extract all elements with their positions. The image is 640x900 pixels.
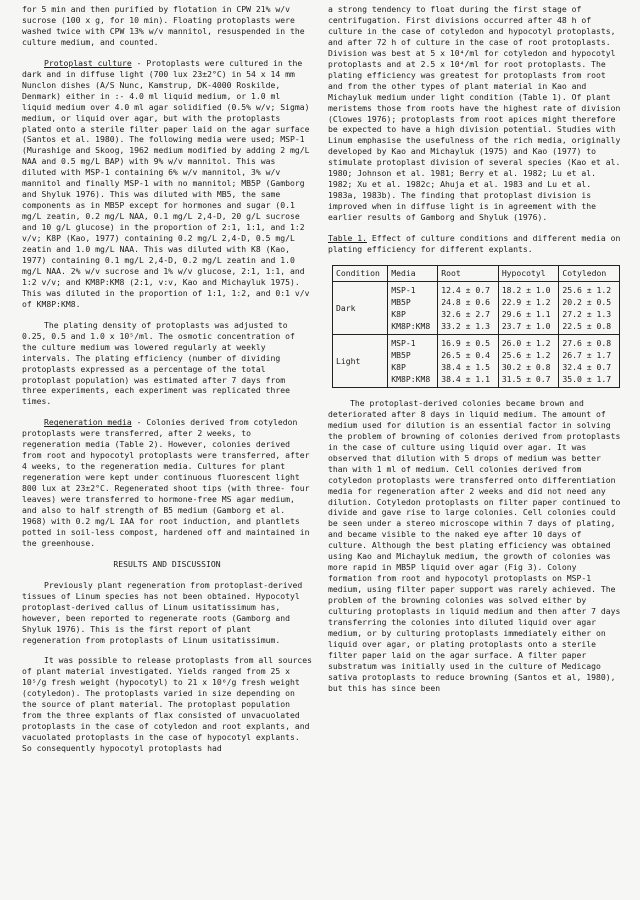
paragraph-results-1: Previously plant regeneration from protoplast-derived tissues of Linum species has not been obtained. Hypocotyl protoplast-derived callus of Linum usitatissimum has, however, been reported to regenerate roots (Gamborg and Shyluk 1976). This is the first report of plant regeneration from protoplasts of Linum usitatissimum. bbox=[22, 579, 303, 645]
paragraph-results-2: It was possible to release protoplasts from all sources of plant material investigated. Yields ranged from 25 x 10⁵/g fresh weight (hypocotyl) to 21 x 10⁶/g fresh weight (cotyledon). The protoplasts varied in size depending on the source of plant material. The protoplast population from the three explants of flax consisted of unvacuolated protoplasts in the case of cotyledon and root explants, and vacuolated protoplasts in the case of hypocotyl explants. So consequently hypocotyl protoplasts had bbox=[22, 655, 313, 754]
value-cell: 20.2 ± 0.5 bbox=[562, 296, 612, 307]
root-cell-dark bbox=[438, 281, 499, 334]
cotyledon-cell-light bbox=[559, 334, 620, 387]
header-media: Media bbox=[388, 265, 438, 281]
table-header-row bbox=[333, 265, 620, 281]
paragraph-right-top: a strong tendency to float during the first stage of centrifugation. First divisions occurred after 48 h of culture in the case of cotyledon and hypocotyl protoplasts, and after 72 h of culture in the case of root protoplasts. Division was best at 5 x 10⁴/ml for cotyledon and hypocotyl protoplasts and at 2.5 x 10⁴/ml for root protoplasts. The plating efficiency was greatest for protoplasts from root and from the other types of plant material in Kao and Michayluk medium under light condition (Table 1). Of plant meristems those from roots have the highest rate of division (Clowes 1976); protoplasts from root apices might therefore be expected to have a high division potential. Studies with Linum emphasise the usefulness of the rich media, originally developed by Kao and Michayluk (1975) and Kao (1977) to stimulate protoplast division of several species (Kao et al. 1980; Johnson et al. 1981; Berry et al. 1982; Lu et al. 1982; Xu et al. 1982c; Ahuja et al. 1983 and Lu et al. 1983a, 1983b). The finding that protoplast division is improved when in diffuse light is in agreement with the earlier results of Gamborg and Shyluk (1976). bbox=[328, 4, 621, 223]
condition-dark: Dark bbox=[333, 281, 388, 334]
heading-regeneration-media: Regeneration media bbox=[44, 417, 132, 428]
paragraph-regeneration-media bbox=[22, 417, 312, 548]
paragraph-protoplast-culture bbox=[22, 58, 312, 310]
media-label: KM8P:KM8 bbox=[391, 320, 431, 331]
value-cell: 26.5 ± 0.4 bbox=[441, 349, 490, 360]
value-cell: 24.8 ± 0.6 bbox=[441, 296, 490, 307]
media-label: K8P bbox=[391, 361, 406, 372]
value-cell: 25.6 ± 1.2 bbox=[501, 349, 551, 360]
paragraph-right-bottom: The protoplast-derived colonies became brown and deteriorated after 8 days in liquid medium. The amount of medium used for dilution is an essential factor in solving the problem of browning of colonies derived from protoplasts in the case of culture using liquid over agar. It was observed that dilution with 5 drops of medium was better than with 1 ml of medium. Cell colonies derived from cotyledon protoplasts were transferred onto differentiation media for regeneration after 2 weeks and did not need any dilution. Cotyledon protoplasts on filter paper continued to divide and gave rise to large colonies. Cell colonies could be seen under a stereo microscope within 7 days of plating, and became visible to the naked eye after 10 days of culture. Although the best plating efficiency was obtained using Kao and Michayluk medium, the growth of colonies was more rapid in MB5P liquid over agar (Fig 3). Colony formation from root and hypocotyl protoplasts on MSP-1 medium, using filter paper support was rarely achieved. The problem of the browning colonies was solved either by culturing protoplasts in liquid medium and then after 7 days transferring the colonies into diluted liquid over agar medium, or by culturing protoplasts immediately either on liquid over agar, or plating protoplasts onto a sterile filter paper laid on the agar surface. A filter paper substratum was initially used in the culture of Medicago sativa protoplasts to reduce browning (Santos et al, 1980), but this has since been bbox=[328, 397, 621, 693]
value-cell: 27.2 ± 1.3 bbox=[562, 308, 612, 319]
results-table bbox=[332, 265, 620, 388]
cotyledon-cell-dark bbox=[559, 281, 620, 334]
table-caption bbox=[328, 233, 624, 255]
table-caption-text: Effect of culture conditions and different media on plating efficiency for different explants. bbox=[328, 233, 621, 255]
value-cell: 32.4 ± 0.7 bbox=[562, 361, 612, 372]
paragraph-intro: for 5 min and then purified by flotation in CPW 21% w/v sucrose (100 x g, for 10 min). Floating protoplasts were washed twice with CPW 13% w/v mannitol, resuspended in the culture medium, and counted. bbox=[22, 4, 305, 47]
media-label: MB5P bbox=[391, 349, 411, 360]
value-cell: 31.5 ± 0.7 bbox=[501, 373, 551, 384]
media-label: K8P bbox=[391, 308, 406, 319]
left-column bbox=[22, 4, 312, 764]
condition-light: Light bbox=[333, 334, 388, 387]
value-cell: 32.6 ± 2.7 bbox=[441, 308, 490, 319]
value-cell: 26.7 ± 1.7 bbox=[562, 349, 612, 360]
paragraph-plating-density: The plating density of protoplasts was adjusted to 0.25, 0.5 and 1.0 x 10⁵/ml. The osmotic concentration of the culture medium was lowered regularly at weekly intervals. The plating efficiency (number of dividing protoplasts expressed as a percentage of the total protoplast population) was estimated after 7 days from three experiments, each experiment was replicated three times. bbox=[22, 319, 295, 407]
value-cell: 16.9 ± 0.5 bbox=[441, 337, 490, 348]
heading-results-discussion: RESULTS AND DISCUSSION bbox=[113, 558, 221, 569]
right-column bbox=[328, 4, 624, 704]
value-cell: 12.4 ± 0.7 bbox=[441, 284, 490, 295]
header-root: Root bbox=[438, 265, 499, 281]
value-cell: 29.6 ± 1.1 bbox=[501, 308, 551, 319]
header-cotyledon: Cotyledon bbox=[559, 265, 620, 281]
table-row-dark bbox=[333, 281, 620, 334]
header-condition: Condition bbox=[333, 265, 388, 281]
media-label: MSP-1 bbox=[391, 284, 416, 295]
value-cell: 25.6 ± 1.2 bbox=[562, 284, 612, 295]
value-cell: 22.9 ± 1.2 bbox=[501, 296, 551, 307]
text-regeneration-media: - Colonies derived from cotyledon protoplasts were transferred, after 2 weeks, to regeneration media (Table 2). However, colonies derived from root and hypocotyl protoplasts were transferred, after 4 weeks, to the regeneration media. Cultures for plant regeneration were kept under continuous fluorescent light 800 lux at 23±2°C. Regenerated shoot tips (with three- four leaves) were transferred to hormone-free MS agar medium, and also to half strength of B5 medium (Gamborg et al. 1968) with 0.2 mg/L IAA for root induction, and plantlets potted in soil-less compost, hardened off and maintained in the greenhouse. bbox=[22, 417, 310, 548]
media-cell-light bbox=[388, 334, 438, 387]
media-label: KM8P:KM8 bbox=[391, 373, 431, 384]
media-label: MB5P bbox=[391, 296, 411, 307]
table-row-light bbox=[333, 334, 620, 387]
value-cell: 26.0 ± 1.2 bbox=[501, 337, 551, 348]
value-cell: 18.2 ± 1.0 bbox=[501, 284, 551, 295]
value-cell: 23.7 ± 1.0 bbox=[501, 320, 551, 331]
hypocotyl-cell-dark bbox=[498, 281, 559, 334]
hypocotyl-cell-light bbox=[498, 334, 559, 387]
value-cell: 38.4 ± 1.1 bbox=[441, 373, 490, 384]
value-cell: 22.5 ± 0.8 bbox=[562, 320, 612, 331]
value-cell: 33.2 ± 1.3 bbox=[441, 320, 490, 331]
value-cell: 27.6 ± 0.8 bbox=[562, 337, 612, 348]
header-hypocotyl: Hypocotyl bbox=[498, 265, 559, 281]
value-cell: 35.0 ± 1.7 bbox=[562, 373, 612, 384]
value-cell: 38.4 ± 1.5 bbox=[441, 361, 490, 372]
media-label: MSP-1 bbox=[391, 337, 416, 348]
text-protoplast-culture: - Protoplasts were cultured in the dark and in diffuse light (700 lux 23±2°C) in 54 x 14 mm Nunclon dishes (A/S Nunc, Kamstrup, DK-4000 Roskilde, Denmark) either in :- 4.0 ml liquid medium, or 1.0 ml liquid medium over 4.0 ml agar solidified (0.5% w/v; Sigma) medium, or liquid over agar, but with the protoplasts plated onto a sterile filter paper laid on the agar surface (Santos et al. 1980). The following media were used; MSP-1 (Murashige and Skoog, 1962 medium modified by adding 2 mg/L NAA and 0.5 mg/L BAP) with 9% w/v mannitol. This was diluted with MSP-1 containing 6% w/v mannitol, 3% w/v mannitol and finally MSP-1 with no mannitol; MB5P (Gamborg and Shyluk 1976). This was diluted with MB5, the same components as in MB5P except for hormones and sugar (0.1 mg/L zeatin, 0.2 mg/L NAA, 0.1 mg/L 2,4-D, 20 g/L sucrose and 10 g/L glucose) in the proportion of 2:1, 1:1, and 1:2 v/v; K8P (Kao, 1977) containing 0.2 mg/L 2,4-D, 0.5 mg/L zeatin and 1.0 mg/L NAA. This was diluted with K8 (Kao, 1977) containing 0.1 mg/L 2,4-D, 0.2 mg/L zeatin and 1.0 mg/L NAA. 2% w/v sucrose and 1% w/v glucose, 2:1, 1:1, and 1:2 v/v; and KM8P:KM8 (2:1, v:v, Kao and Michayluk 1975). This was diluted in the proportion of 1:1, 1:2, and 0:1 v/v of KM8P:KM8. bbox=[22, 57, 310, 309]
value-cell: 30.2 ± 0.8 bbox=[501, 361, 551, 372]
root-cell-light bbox=[438, 334, 499, 387]
heading-protoplast-culture: Protoplast culture bbox=[44, 57, 132, 68]
table-label: Table 1. bbox=[328, 233, 367, 244]
media-cell-dark bbox=[388, 281, 438, 334]
